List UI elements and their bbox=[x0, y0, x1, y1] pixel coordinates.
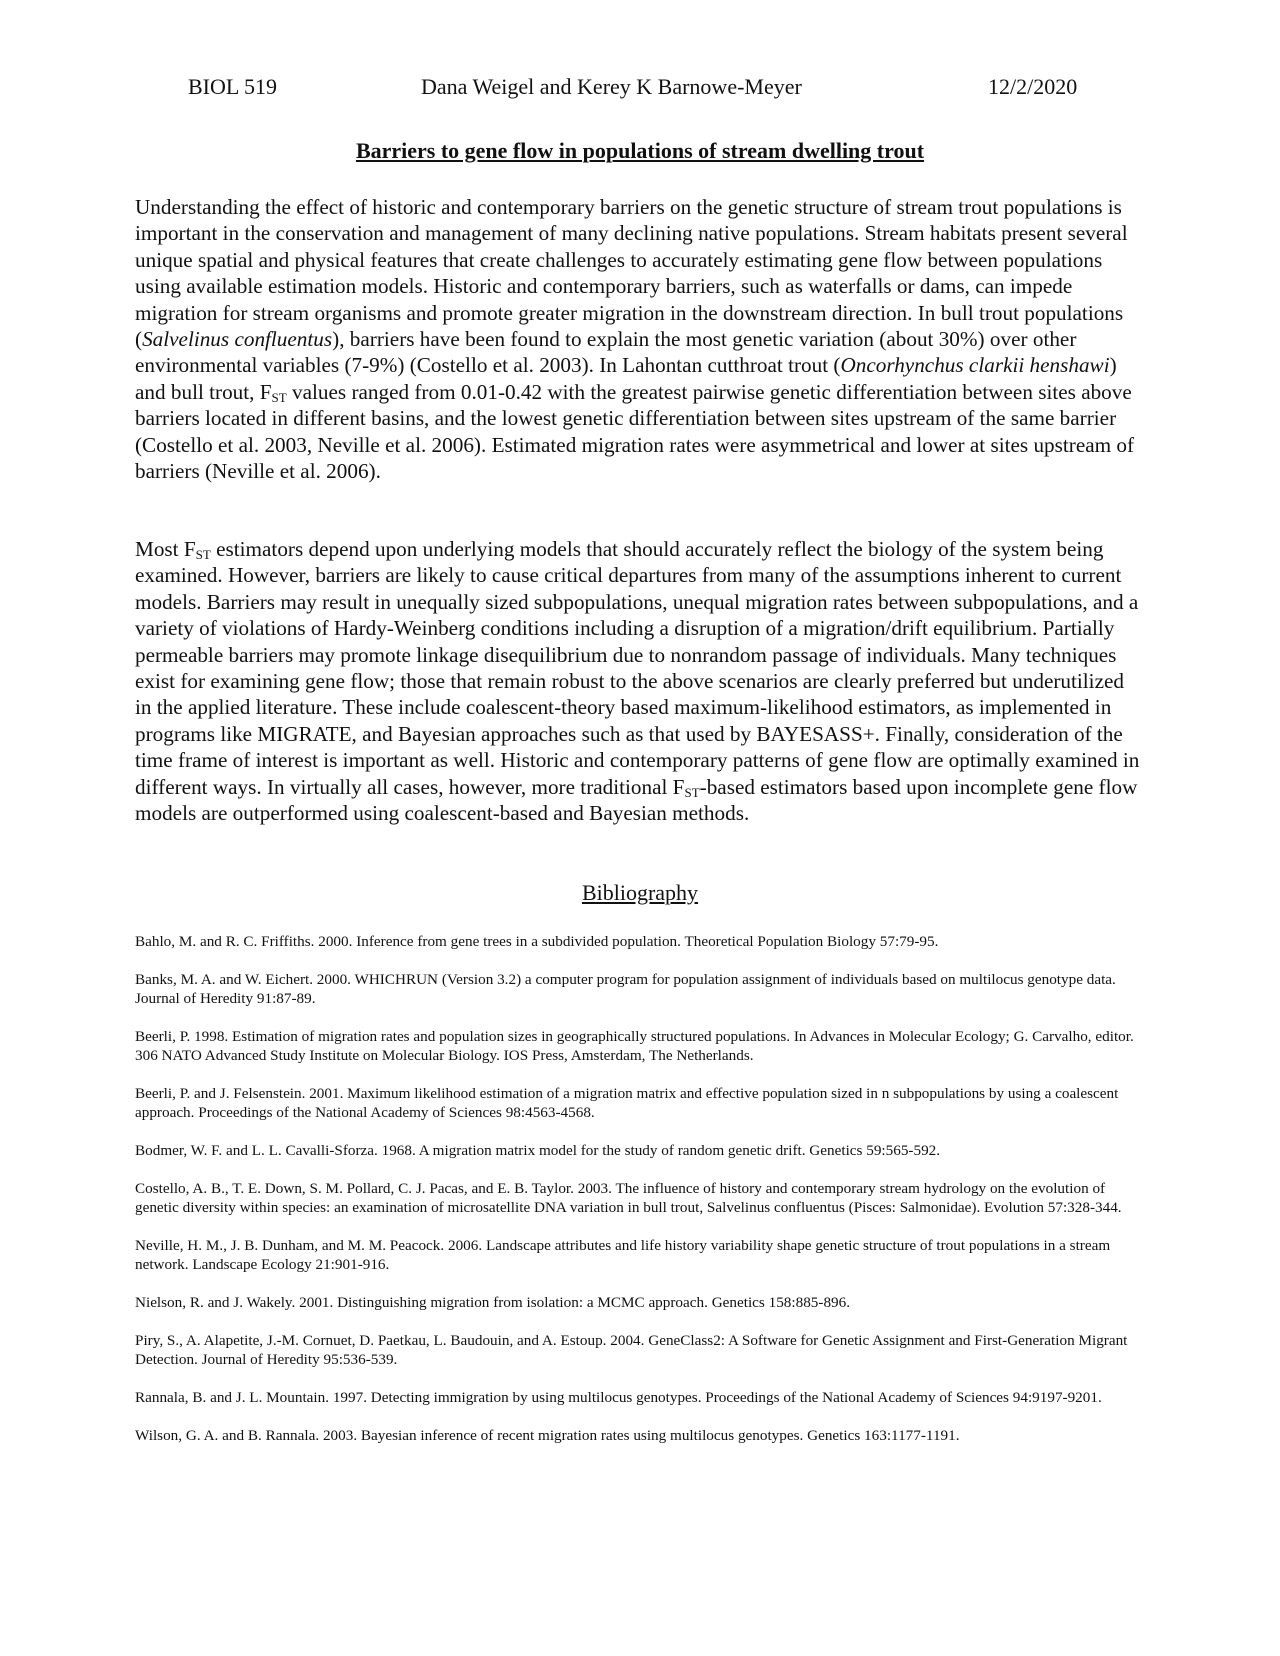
text-run: values ranged from 0.01-0.42 with the greatest pairwise genetic differentiation between sites above barriers located in different basins, and the lowest genetic differentiation between sites upstream of the same barrier (Costello et al. 2003, Neville et al. 2006). Estimated migration rates were asymmetrical and lower at sites upstream of barriers (Neville et al. 2006). bbox=[135, 379, 1135, 484]
subscript: ST bbox=[271, 389, 287, 405]
reference-list bbox=[135, 932, 1145, 1464]
reference-entry: Bahlo, M. and R. C. Friffiths. 2000. Inference from gene trees in a subdivided population. Theoretical Population Biology 57:79-95. bbox=[135, 933, 939, 950]
reference-entry: Beerli, P. 1998. Estimation of migration rates and population sizes in geographically structured populations. In Advances in Molecular Ecology; G. Carvalho, editor. 306 NATO Advanced Study Institute on Molecular Biology. IOS Press, Amsterdam, The Netherlands. bbox=[135, 1028, 1134, 1064]
document-title: Barriers to gene flow in populations of stream dwelling trout bbox=[355, 138, 925, 163]
text-run: ) and bull trout, F bbox=[135, 353, 1117, 404]
reference-entry: Nielson, R. and J. Wakely. 2001. Distinguishing migration from isolation: a MCMC approach. Genetics 158:885-896. bbox=[135, 1294, 851, 1311]
author-names: Dana Weigel and Kerey K Barnowe-Meyer bbox=[421, 74, 802, 99]
document-date: 12/2/2020 bbox=[988, 74, 1078, 99]
reference-entry: Bodmer, W. F. and L. L. Cavalli-Sforza. 1968. A migration matrix model for the study of random genetic drift. Genetics 59:565-592. bbox=[135, 1142, 941, 1159]
course-code: BIOL 519 bbox=[188, 74, 278, 99]
species-name-italic: Salvelinus confluentus bbox=[142, 327, 333, 352]
text-run: Most F bbox=[135, 537, 196, 561]
subscript: ST bbox=[195, 547, 211, 562]
text-run: -based estimators based upon incomplete gene flow models are outperformed using coalescent-based and Bayesian methods. bbox=[135, 774, 1138, 826]
bibliography-heading: Bibliography bbox=[581, 880, 699, 905]
body-paragraph-1 bbox=[135, 194, 1145, 484]
species-name-italic: Oncorhynchus clarkii henshawi bbox=[840, 353, 1110, 378]
reference-entry: Piry, S., A. Alapetite, J.-M. Cornuet, D. Paetkau, L. Baudouin, and A. Estoup. 2004. GeneClass2: A Software for Genetic Assignment and First-Generation Migrant Detection. Journal of Heredity 95:536-539. bbox=[135, 1332, 1128, 1368]
text-run: ), barriers have been found to explain the most genetic variation (about 30%) over other environmental variables (7-9%) (Costello et al. 2003). In Lahontan cutthroat trout ( bbox=[135, 327, 1077, 378]
reference-entry: Beerli, P. and J. Felsenstein. 2001. Maximum likelihood estimation of a migration matrix and effective population sized in n subpopulations by using a coalescent approach. Proceedings of the National Academy of Sciences 98:4563-4568. bbox=[135, 1085, 1119, 1121]
body-paragraph-2 bbox=[135, 536, 1145, 826]
reference-entry: Rannala, B. and J. L. Mountain. 1997. Detecting immigration by using multilocus genotypes. Proceedings of the National Academy of Sciences 94:9197-9201. bbox=[135, 1389, 1102, 1406]
reference-entry: Wilson, G. A. and B. Rannala. 2003. Bayesian inference of recent migration rates using multilocus genotypes. Genetics 163:1177-1191. bbox=[135, 1427, 960, 1444]
text-run: estimators depend upon underlying models that should accurately reflect the biology of the system being examined. However, barriers are likely to cause critical departures from many of the assumptions inherent to current models. Barriers may result in unequally sized subpopulations, unequal migration rates between subpopulations, and a variety of violations of Hardy-Weinberg conditions including a disruption of a migration/drift equilibrium. Partially permeable barriers may promote linkage disequilibrium due to nonrandom passage of individuals. Many techniques exist for examining gene flow; those that remain robust to the above scenarios are clearly preferred but underutilized in the applied literature. These include coalescent-theory based maximum-likelihood estimators, as implemented in programs like MIGRATE, and Bayesian approaches such as that used by BAYESASS+. Finally, consideration of the time frame of interest is important as well. Historic and contemporary patterns of gene flow are optimally examined in different ways. In virtually all cases, however, more traditional F bbox=[135, 537, 1140, 799]
subscript: ST bbox=[684, 784, 700, 800]
reference-entry: Costello, A. B., T. E. Down, S. M. Pollard, C. J. Pacas, and E. B. Taylor. 2003. The influence of history and contemporary stream hydrology on the evolution of genetic diversity within species: an examination of microsatellite DNA variation in bull trout, Salvelinus confluentus (Pisces: Salmonidae). Evolution 57:328-344. bbox=[135, 1180, 1122, 1216]
page-header bbox=[0, 74, 1280, 108]
reference-entry: Neville, H. M., J. B. Dunham, and M. M. Peacock. 2006. Landscape attributes and life history variability shape genetic structure of trout populations in a stream network. Landscape Ecology 21:901-916. bbox=[135, 1237, 1111, 1273]
reference-entry: Banks, M. A. and W. Eichert. 2000. WHICHRUN (Version 3.2) a computer program for population assignment of individuals based on multilocus genotype data. Journal of Heredity 91:87-89. bbox=[135, 971, 1116, 1007]
text-run: Understanding the effect of historic and contemporary barriers on the genetic structure of stream trout populations is important in the conservation and management of many declining native populations. Stream habitats present several unique spatial and physical features that create challenges to accurately estimating gene flow between populations using available estimation models. Historic and contemporary barriers, such as waterfalls or dams, can impede migration for stream organisms and promote greater migration in the downstream direction. In bull trout populations ( bbox=[135, 195, 1128, 352]
